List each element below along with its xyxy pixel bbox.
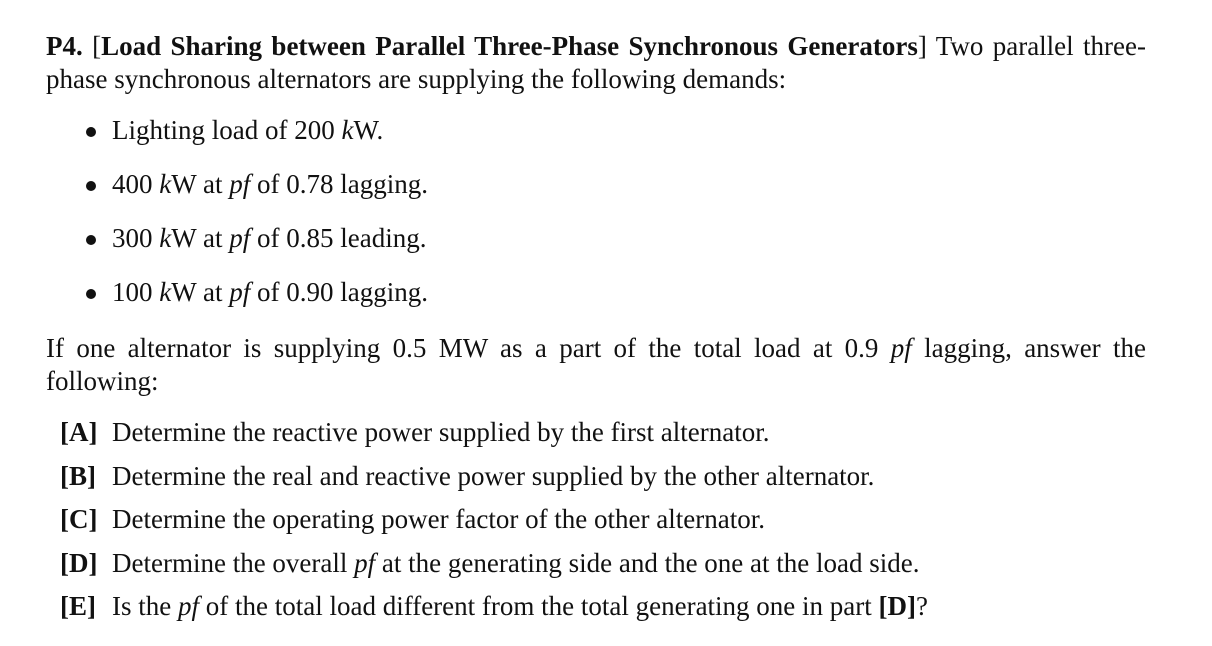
demand-item <box>46 276 1146 330</box>
part-text: Determine the real and reactive power supplied by the other alternator. <box>112 460 875 491</box>
part-label: [A] <box>60 417 98 447</box>
part-text-end: at the generating side and the one at the load side. <box>375 547 920 578</box>
demand-value: 400 <box>112 169 160 199</box>
title-close-bracket: ] <box>917 31 927 61</box>
pf-symbol: pf <box>229 223 251 253</box>
part-label: [C] <box>60 504 98 534</box>
pf-symbol: pf <box>229 277 251 307</box>
part-text-mid: of the total load different from the total generating one in part <box>199 591 879 621</box>
demand-value: 100 <box>112 277 160 307</box>
part-label: [E] <box>60 591 96 621</box>
pf-symbol: pf <box>890 333 912 363</box>
condition-paragraph <box>46 332 1146 398</box>
part-text-end: ? <box>916 591 928 621</box>
demand-pf: of 0.85 leading. <box>250 223 427 253</box>
demand-unit: W at <box>171 223 230 253</box>
demand-unit-prefix: k <box>159 277 172 307</box>
part-text: Determine the operating power factor of the other alternator. <box>112 504 765 534</box>
intro-text: Two parallel three-phase synchronous alternators are supplying the following demands: <box>46 31 1146 94</box>
demand-item <box>46 222 1146 276</box>
demand-unit: W at <box>171 277 230 307</box>
demand-list <box>46 114 1146 330</box>
demand-unit: W. <box>353 115 384 145</box>
demand-item <box>46 168 1146 222</box>
problem-number: P4. <box>46 31 83 61</box>
part-label: [B] <box>60 460 96 491</box>
problem-document <box>46 30 1146 634</box>
question-part <box>46 547 1146 591</box>
part-text: Determine the reactive power supplied by the first alternator. <box>112 417 770 447</box>
pf-symbol: pf <box>177 591 199 621</box>
question-part <box>46 416 1146 460</box>
question-part <box>46 503 1146 547</box>
problem-intro <box>46 30 1146 96</box>
part-text: Determine the overall <box>112 547 355 578</box>
demand-unit: W at <box>171 169 230 199</box>
demand-value: Lighting load of 200 <box>112 115 342 145</box>
condition-text: If one alternator is supplying 0.5 MW as a part of the total load at 0.9 <box>46 333 891 363</box>
problem-title: Load Sharing between Parallel Three-Phase Synchronous Generators <box>101 31 918 61</box>
bullet-icon <box>86 181 96 191</box>
pf-symbol: pf <box>354 547 376 578</box>
question-parts <box>46 416 1146 634</box>
demand-unit-prefix: k <box>341 115 354 145</box>
title-open-bracket: [ <box>92 31 102 61</box>
demand-item <box>46 114 1146 168</box>
bullet-icon <box>86 127 96 137</box>
demand-unit-prefix: k <box>159 223 172 253</box>
demand-pf: of 0.78 lagging. <box>250 169 428 199</box>
question-part <box>46 460 1146 504</box>
part-text: Is the <box>112 591 178 621</box>
bullet-icon <box>86 235 96 245</box>
bullet-icon <box>86 289 96 299</box>
question-part <box>46 590 1146 634</box>
demand-unit-prefix: k <box>159 169 172 199</box>
part-label: [D] <box>60 547 98 578</box>
demand-pf: of 0.90 lagging. <box>250 277 428 307</box>
demand-value: 300 <box>112 223 160 253</box>
pf-symbol: pf <box>229 169 251 199</box>
condition-text-end: lagging, answer the following: <box>46 333 1146 396</box>
part-reference: [D] <box>878 591 917 621</box>
